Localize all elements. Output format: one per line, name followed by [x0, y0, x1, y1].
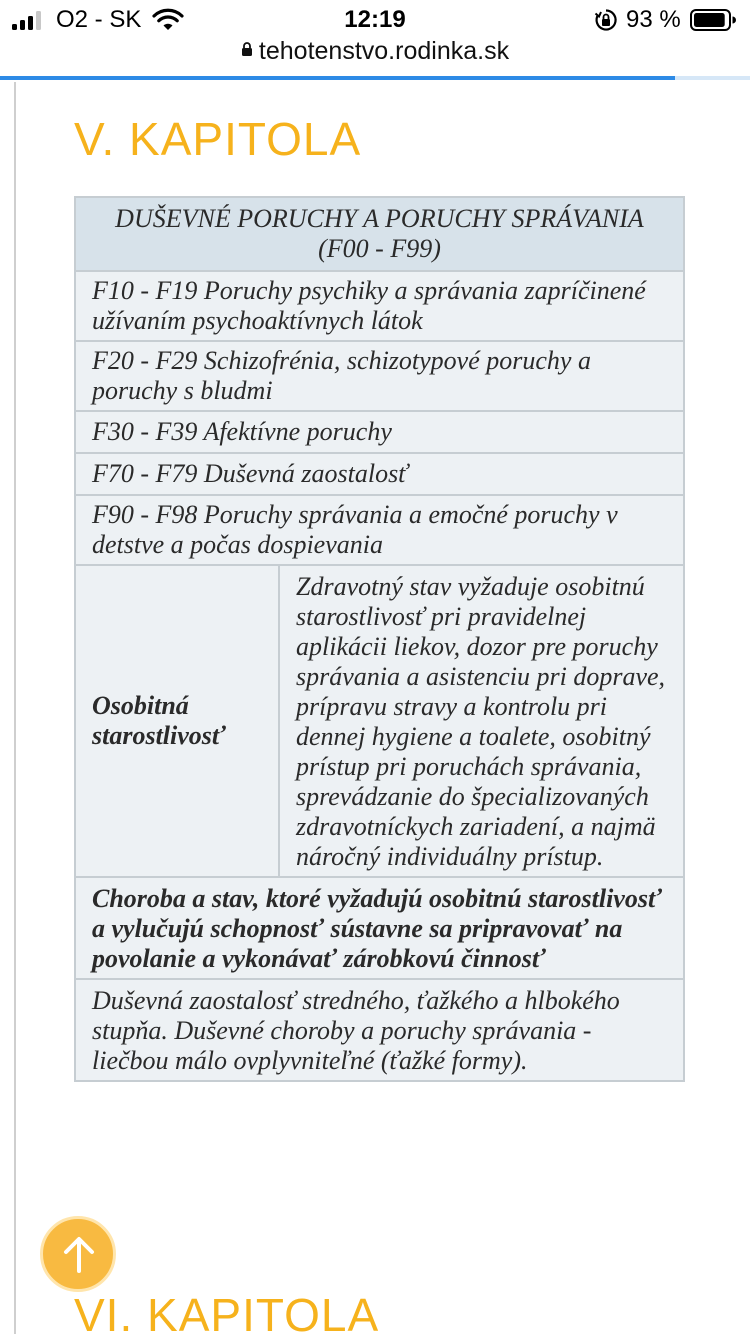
table-row: F70 - F79 Duševná zaostalosť: [75, 453, 684, 495]
content-border: [14, 82, 16, 1334]
page-load-progress-fill: [0, 76, 675, 80]
status-bar: [0, 0, 750, 40]
address-bar[interactable]: [0, 36, 750, 72]
table-row: F90 - F98 Poruchy správania a emočné poruchy v detstve a počas dospievania: [75, 495, 684, 565]
condition-heading: Choroba a stav, ktoré vyžadujú osobitnú starostlivosť a vylučujú schopnosť sústavne sa pripravovať na povolanie a vykonávať zárobkovú činnosť: [75, 877, 684, 979]
table-row: F20 - F29 Schizofrénia, schizotypové poruchy a poruchy s bludmi: [75, 341, 684, 411]
battery-percent: 93 %: [626, 6, 681, 33]
orientation-lock-icon: [594, 8, 618, 32]
care-label: Osobitná starostlivosť: [75, 565, 279, 877]
condition-text: Duševná zaostalosť stredného, ťažkého a hlbokého stupňa. Duševné choroby a poruchy správania - liečbou málo ovplyvniteľné (ťažké formy).: [75, 979, 684, 1081]
lock-icon: [241, 42, 253, 56]
battery-icon: [690, 9, 736, 31]
scroll-to-top-button[interactable]: [40, 1216, 116, 1292]
table-row: F10 - F19 Poruchy psychiky a správania zapríčinené užívaním psychoaktívnych látok: [75, 271, 684, 341]
care-description: Zdravotný stav vyžaduje osobitnú starostlivosť pri pravidelnej aplikácii liekov, dozor pre poruchy správania a asistenciu pri doprave, prípravu stravy a kontrolu pri dennej hygiene a toalete, osobitný prístup pri poruchách správania, sprevádzanie do špecializovaných zdravotníckych zariadení, a najmä náročný individuálny prístup.: [279, 565, 684, 877]
arrow-up-icon: [62, 1236, 96, 1274]
clock: 12:19: [344, 6, 406, 33]
table-row: F30 - F39 Afektívne poruchy: [75, 411, 684, 453]
table-header: DUŠEVNÉ PORUCHY A PORUCHY SPRÁVANIA (F00 - F99): [75, 197, 684, 271]
url-text[interactable]: tehotenstvo.rodinka.sk: [258, 36, 510, 65]
chapter-5-heading: V. KAPITOLA: [74, 113, 362, 165]
carrier-name: O2 - SK: [56, 6, 142, 33]
chapter-6-heading: VI. KAPITOLA: [74, 1289, 380, 1334]
diagnosis-table: [74, 196, 685, 1082]
page-load-progress: [0, 76, 750, 80]
